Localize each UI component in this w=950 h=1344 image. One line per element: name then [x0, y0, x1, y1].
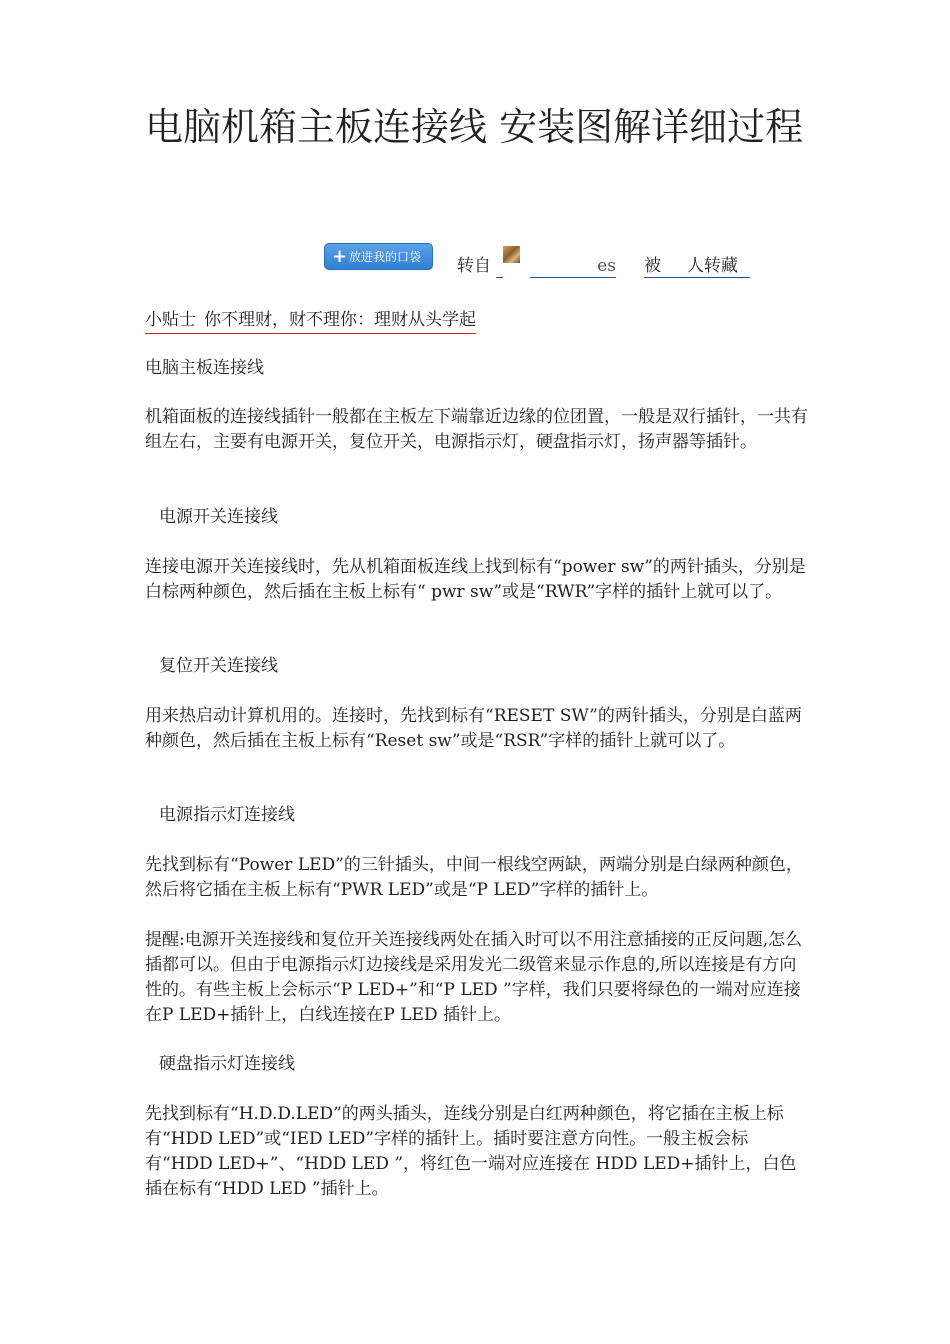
- tip-label: 小贴士: [145, 310, 196, 330]
- reset-switch-heading: 复位开关连接线: [159, 656, 278, 676]
- intro-heading: 电脑主板连接线: [145, 358, 264, 378]
- add-to-pocket-label: 放进我的口袋: [349, 250, 422, 264]
- reminder-paragraph: 提醒:电源开关连接线和复位开关连接线两处在插入时可以不用注意插接的正反问题,怎么插都可以。但由于电源指示灯边接线是采用发光二级管来显示作息的,所以连接是有方向性的。有些主板上会标示“P LED+”和“P LED ”字样，我们只要将绿色的一端对应连接在P LED+插针上，白线连接在P LED 插针上。: [145, 930, 803, 1025]
- add-to-pocket-button[interactable]: [324, 243, 433, 270]
- saved-prefix: 被: [644, 256, 661, 276]
- saved-count-link[interactable]: [644, 255, 750, 278]
- plus-icon: +: [332, 246, 348, 267]
- power-led-heading: 电源指示灯连接线: [159, 805, 295, 825]
- avatar-link-underline: [496, 277, 503, 278]
- page-title: 电脑机箱主板连接线 安装图解详细过程: [145, 105, 804, 149]
- hdd-led-paragraph: 先找到标有“H.D.D.LED”的两头插头，连线分别是白红两种颜色，将它插在主板上标有“HDD LED”或“IED LED”字样的插针上。插时要注意方向性。一般主板会标有“HDD LED+”、“HDD LED ”，将红色一端对应连接在 HDD LED+插针上，白色插在标有“HDD LED ”插针上。: [145, 1104, 797, 1199]
- power-led-paragraph: 先找到标有“Power LED”的三针插头，中间一根线空两缺，两端分别是白绿两种颜色，然后将它插在主板上标有“PWR LED”或是“P LED”字样的插针上。: [145, 855, 803, 900]
- reset-switch-paragraph: 用来热启动计算机用的。连接时，先找到标有“RESET SW”的两针插头，分别是白蓝两种颜色，然后插在主板上标有“Reset sw”或是“RSR”字样的插针上就可以了。: [145, 706, 802, 751]
- source-label: 转自: [457, 256, 491, 276]
- author-link[interactable]: [530, 255, 616, 278]
- intro-paragraph: 机箱面板的连接线插针一般都在主板左下端靠近边缘的位团置，一般是双行插针，一共有 组左右，主要有电源开关，复位开关，电源指示灯，硬盘指示灯，扬声器等插针。: [145, 407, 808, 452]
- power-switch-paragraph: 连接电源开关连接线时，先从机箱面板连线上找到标有“power sw”的两针插头，分别是白棕两种颜色，然后插在主板上标有“ pwr sw”或是“RWR”字样的插针上就可以了。: [145, 557, 806, 602]
- author-name-suffix: es: [597, 256, 616, 276]
- author-avatar[interactable]: [503, 246, 520, 263]
- tip-text: 你不理财，财不理你：理财从头学起: [204, 310, 476, 330]
- hdd-led-heading: 硬盘指示灯连接线: [159, 1054, 295, 1074]
- saved-suffix: 人转藏: [687, 256, 738, 276]
- power-switch-heading: 电源开关连接线: [159, 507, 278, 527]
- meta-row: [0, 240, 950, 280]
- tip-link[interactable]: [145, 309, 476, 334]
